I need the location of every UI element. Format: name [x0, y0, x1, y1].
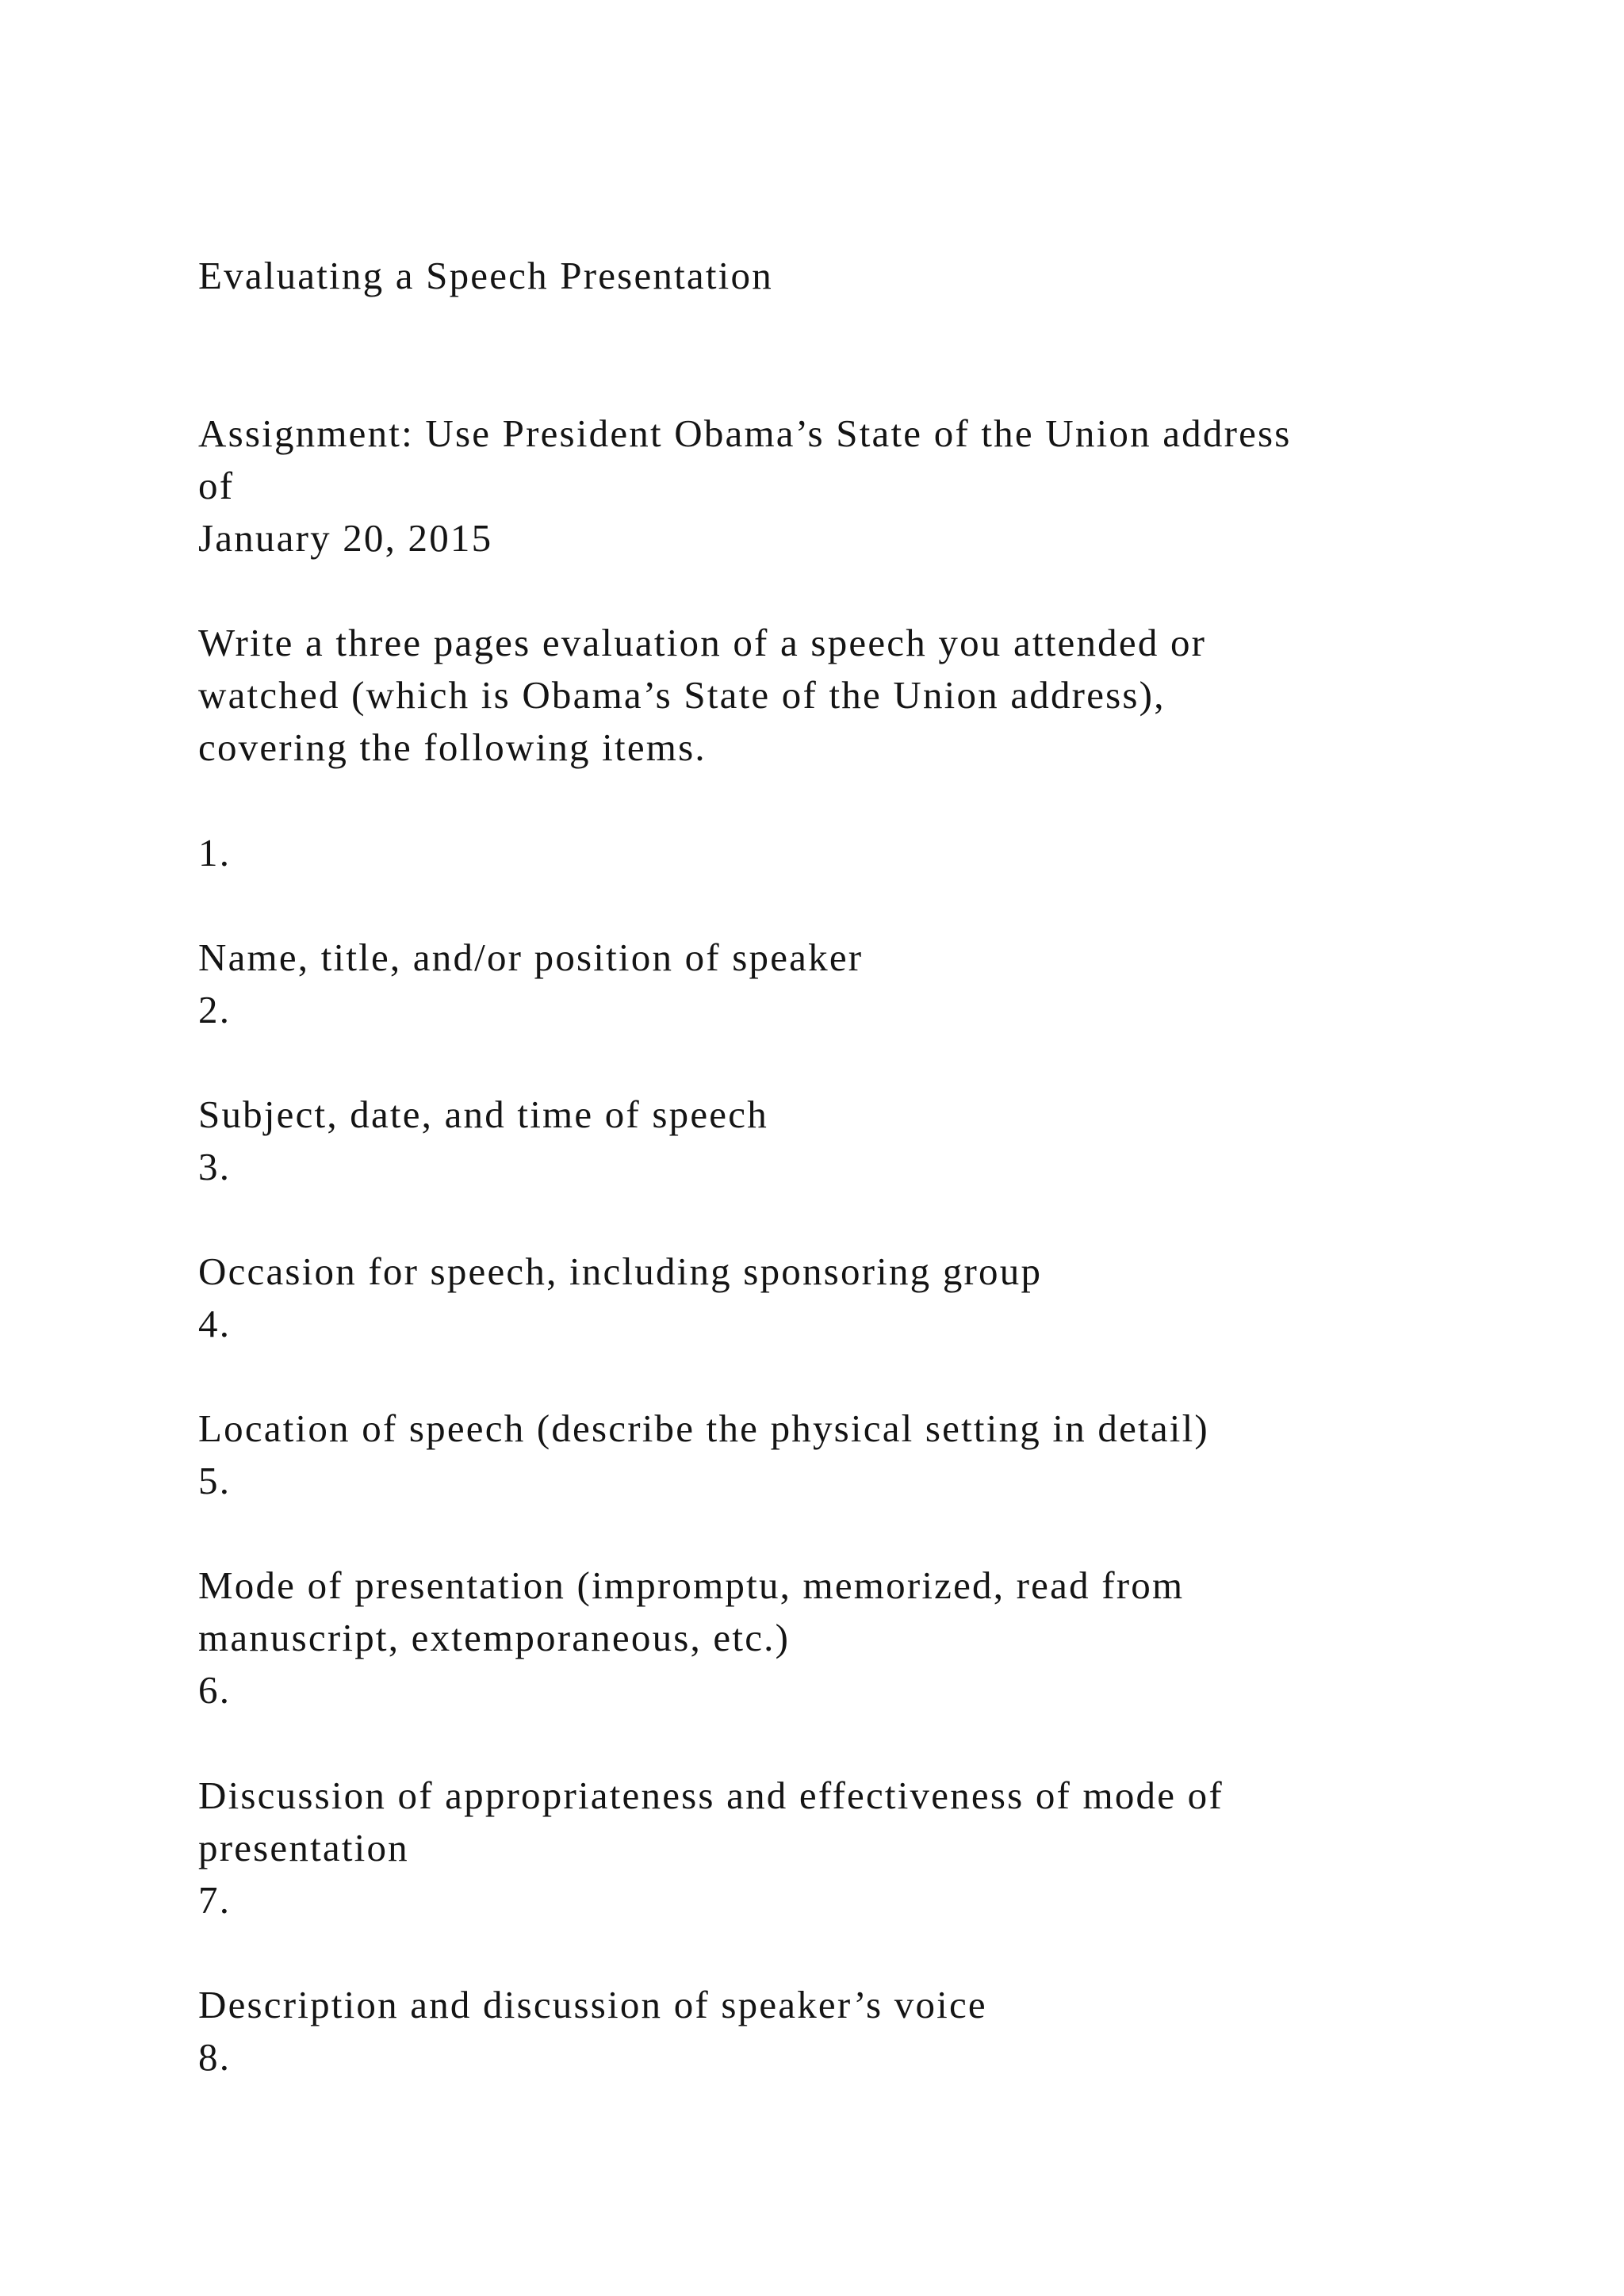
instructions-line-2: watched (which is Obama’s State of the Union address), — [198, 673, 1166, 717]
assignment-line-1: Assignment: Use President Obama’s State of the Union address — [198, 411, 1292, 455]
item-number: 6. — [198, 1668, 232, 1712]
item-number: 4. — [198, 1302, 232, 1345]
item-text: Name, title, and/or position of speaker — [198, 936, 864, 979]
document-title: Evaluating a Speech Presentation — [198, 254, 773, 297]
item-number: 7. — [198, 1878, 232, 1922]
item-number: 2. — [198, 988, 232, 1031]
item-number: 8. — [198, 2035, 232, 2079]
item-number: 1. — [198, 831, 232, 874]
item-text-continued: presentation — [198, 1826, 409, 1869]
item-number: 5. — [198, 1459, 232, 1502]
item-text: Occasion for speech, including sponsoring group — [198, 1249, 1043, 1293]
item-number: 3. — [198, 1145, 232, 1188]
item-text: Location of speech (describe the physical setting in detail) — [198, 1406, 1209, 1450]
assignment-date: January 20, 2015 — [198, 516, 493, 560]
instructions-line-3: covering the following items. — [198, 725, 707, 769]
item-text: Discussion of appropriateness and effectiveness of mode of — [198, 1774, 1224, 1817]
item-text: Description and discussion of speaker’s voice — [198, 1983, 987, 2026]
assignment-line-2: of — [198, 464, 235, 507]
instructions-line-1: Write a three pages evaluation of a speech you attended or — [198, 621, 1207, 664]
item-text: Mode of presentation (impromptu, memorized, read from — [198, 1563, 1185, 1607]
item-text-continued: manuscript, extemporaneous, etc.) — [198, 1616, 791, 1659]
item-text: Subject, date, and time of speech — [198, 1093, 768, 1136]
